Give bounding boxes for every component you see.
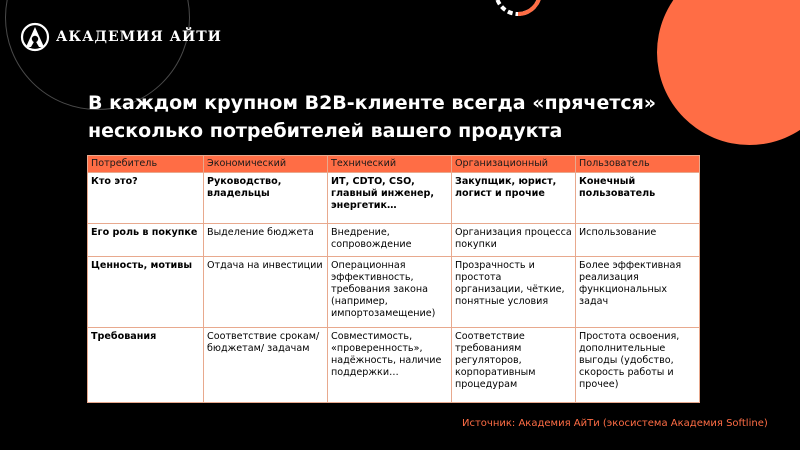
table-cell: Простота освоения, дополнительные выгоды (удобство, скорость работы и прочее) — [576, 328, 700, 403]
logo — [20, 22, 222, 52]
table-cell: Отдача на инвестиции — [204, 257, 328, 328]
table-row — [88, 328, 700, 403]
consumer-table-container — [87, 155, 699, 403]
header-consumer: Потребитель — [88, 156, 204, 173]
row-label: Его роль в покупке — [88, 224, 204, 257]
row-label: Кто это? — [88, 173, 204, 224]
table-cell: Соответствие срокам/бюджетам/ задачам — [204, 328, 328, 403]
table-cell: Совместимость, «проверенность», надёжность, наличие поддержки… — [328, 328, 452, 403]
table-cell: Закупщик, юрист, логист и прочие — [452, 173, 576, 224]
table-cell: ИТ, CDTO, CSO, главный инженер, энергетик… — [328, 173, 452, 224]
table-cell: Использование — [576, 224, 700, 257]
table-cell: Соответствие требованиям регуляторов, корпоративным процедурам — [452, 328, 576, 403]
header-economic: Экономический — [204, 156, 328, 173]
table-cell: Прозрачность и простота организации, чёткие, понятные условия — [452, 257, 576, 328]
table-cell: Внедрение, сопровождение — [328, 224, 452, 257]
table-cell: Выделение бюджета — [204, 224, 328, 257]
slide-title: В каждом крупном B2B-клиенте всегда «прячется» несколько потребителей вашего продукта — [88, 92, 657, 142]
table-cell: Более эффективная реализация функциональных задач — [576, 257, 700, 328]
header-user: Пользователь — [576, 156, 700, 173]
source-note: Источник: Академия АйТи (экосистема Академия Softline) — [462, 418, 768, 429]
header-organizational: Организационный — [452, 156, 576, 173]
logo-text: АКАДЕМИЯ АЙТИ — [56, 29, 222, 45]
table-cell: Организация процесса покупки — [452, 224, 576, 257]
table-row — [88, 224, 700, 257]
row-label: Требования — [88, 328, 204, 403]
table-header-row — [88, 156, 700, 173]
academy-logo-icon — [20, 22, 50, 52]
table-cell: Операционная эффективность, требования закона (например, импортозамещение) — [328, 257, 452, 328]
table-cell: Руководство, владельцы — [204, 173, 328, 224]
table-cell: Конечный пользователь — [576, 173, 700, 224]
header-technical: Технический — [328, 156, 452, 173]
table-row — [88, 173, 700, 224]
consumer-table — [87, 155, 700, 403]
decorative-arc-icon — [488, 0, 548, 22]
table-row — [88, 257, 700, 328]
row-label: Ценность, мотивы — [88, 257, 204, 328]
